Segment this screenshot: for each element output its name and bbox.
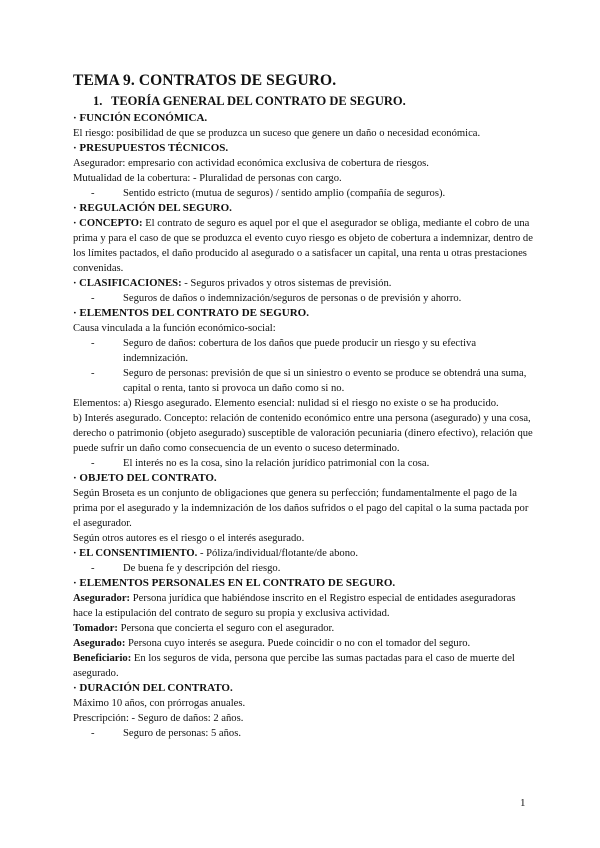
elementos-p1: Causa vinculada a la función económico-social: bbox=[73, 323, 276, 334]
page-title: TEMA 9. CONTRATOS DE SEGURO. bbox=[73, 72, 337, 89]
list-item bbox=[73, 366, 535, 396]
section-label: TEORÍA GENERAL DEL CONTRATO DE SEGURO. bbox=[111, 94, 406, 108]
tomador-paragraph bbox=[73, 621, 535, 636]
list-item bbox=[73, 561, 535, 576]
presupuestos-p2: Mutualidad de la cobertura: - Pluralidad de personas con cargo. bbox=[73, 173, 342, 184]
beneficiario-paragraph bbox=[73, 651, 535, 681]
list-item-text: Sentido estricto (mutua de seguros) / sentido amplio (compañía de seguros). bbox=[123, 188, 446, 199]
dash-bullet: - bbox=[91, 728, 95, 739]
concepto-text: El contrato de seguro es aquel por el que el asegurador se obliga, mediante el cobro de una prima y para el caso de que se produzca el evento cuyo riesgo es objeto de cobertura a indemnizar, dentro de los límites pactados, el daño producido al asegurado o a satisfacer un capital, una renta u otras prestaciones convenidas. bbox=[73, 218, 533, 274]
concepto-label: · CONCEPTO: bbox=[73, 218, 143, 229]
clasificaciones-paragraph bbox=[73, 276, 535, 291]
section-heading-1 bbox=[93, 94, 535, 109]
dash-bullet: - bbox=[91, 293, 95, 304]
asegurador-paragraph bbox=[73, 591, 535, 621]
section-number: 1. bbox=[93, 94, 103, 108]
dash-bullet: - bbox=[91, 338, 95, 349]
consentimiento-text: - Póliza/individual/flotante/de abono. bbox=[197, 548, 358, 559]
list-item-text: Seguro de personas: 5 años. bbox=[123, 728, 241, 739]
heading-regulacion: · REGULACIÓN DEL SEGURO. bbox=[73, 202, 232, 214]
heading-elementos: · ELEMENTOS DEL CONTRATO DE SEGURO. bbox=[73, 307, 309, 319]
list-item-text: Seguro de daños: cobertura de los daños que puede producir un riesgo y su efectiva indemnización. bbox=[123, 338, 477, 364]
list-item bbox=[73, 186, 535, 201]
elementos-p2: Elementos: a) Riesgo asegurado. Elemento esencial: nulidad si el riesgo no existe o se ha producido. bbox=[73, 398, 499, 409]
asegurado-text: Persona cuyo interés se asegura. Puede coincidir o no con el tomador del seguro. bbox=[125, 638, 471, 649]
funcion-text: El riesgo: posibilidad de que se produzca un suceso que genere un daño o necesidad económica. bbox=[73, 128, 481, 139]
consentimiento-paragraph bbox=[73, 546, 535, 561]
duracion-p1: Máximo 10 años, con prórrogas anuales. bbox=[73, 698, 246, 709]
asegurado-label: Asegurado: bbox=[73, 638, 126, 649]
clasificaciones-text: - Seguros privados y otros sistemas de previsión. bbox=[181, 278, 392, 289]
document-page bbox=[73, 72, 535, 741]
heading-funcion: · FUNCIÓN ECONÓMICA. bbox=[73, 112, 208, 124]
beneficiario-text: En los seguros de vida, persona que percibe las sumas pactadas para el caso de muerte del asegurado. bbox=[73, 653, 515, 679]
page-number: 1 bbox=[520, 797, 526, 809]
duracion-p2: Prescripción: - Seguro de daños: 2 años. bbox=[73, 713, 244, 724]
asegurado-paragraph bbox=[73, 636, 535, 651]
clasificaciones-label: · CLASIFICACIONES: bbox=[73, 278, 182, 289]
heading-duracion: · DURACIÓN DEL CONTRATO. bbox=[73, 682, 233, 694]
dash-bullet: - bbox=[91, 188, 95, 199]
list-item-text: Seguro de personas: previsión de que si un siniestro o evento se produce se obtendrá una suma, capital o renta, tanto si provoca un daño como si no. bbox=[123, 368, 527, 394]
presupuestos-p1: Asegurador: empresario con actividad económica exclusiva de cobertura de riesgos. bbox=[73, 158, 429, 169]
beneficiario-label: Beneficiario: bbox=[73, 653, 132, 664]
heading-presupuestos: · PRESUPUESTOS TÉCNICOS. bbox=[73, 142, 229, 154]
dash-bullet: - bbox=[91, 458, 95, 469]
asegurador-label: Asegurador: bbox=[73, 593, 131, 604]
objeto-p1: Según Broseta es un conjunto de obligaciones que genera su perfección; fundamentalmente el pago de la prima por el asegurado y la indemnización de los daños sufridos o el pago del capital o la suma pactada por el asegurador. bbox=[73, 488, 529, 529]
dash-bullet: - bbox=[91, 368, 95, 379]
tomador-label: Tomador: bbox=[73, 623, 118, 634]
list-item bbox=[73, 336, 535, 366]
heading-objeto: · OBJETO DEL CONTRATO. bbox=[73, 472, 217, 484]
tomador-text: Persona que concierta el seguro con el asegurador. bbox=[117, 623, 335, 634]
list-item bbox=[73, 291, 535, 306]
list-item-text: De buena fe y descripción del riesgo. bbox=[123, 563, 281, 574]
concepto-paragraph bbox=[73, 216, 535, 276]
list-item bbox=[73, 726, 535, 741]
objeto-p2: Según otros autores es el riesgo o el interés asegurado. bbox=[73, 533, 305, 544]
dash-bullet: - bbox=[91, 563, 95, 574]
list-item-text: El interés no es la cosa, sino la relación jurídico patrimonial con la cosa. bbox=[123, 458, 430, 469]
heading-personales: · ELEMENTOS PERSONALES EN EL CONTRATO DE SEGURO. bbox=[73, 577, 396, 589]
asegurador-text: Persona jurídica que habiéndose inscrito en el Registro especial de entidades aseguradoras hace la estipulación del contrato de seguro su propia y exclusiva actividad. bbox=[73, 593, 516, 619]
consentimiento-label: · EL CONSENTIMIENTO. bbox=[73, 548, 198, 559]
elementos-p3: b) Interés asegurado. Concepto: relación de contenido económico entre una persona (asegurado) y una cosa, derecho o patrimonio (objeto asegurado) susceptible de valoración pecuniaria (dinero efectivo), relación que puede sufrir un daño como consecuencia de un evento o suceso determinado. bbox=[73, 413, 533, 454]
list-item-text: Seguros de daños o indemnización/seguros de personas o de previsión y ahorro. bbox=[123, 293, 462, 304]
list-item bbox=[73, 456, 535, 471]
